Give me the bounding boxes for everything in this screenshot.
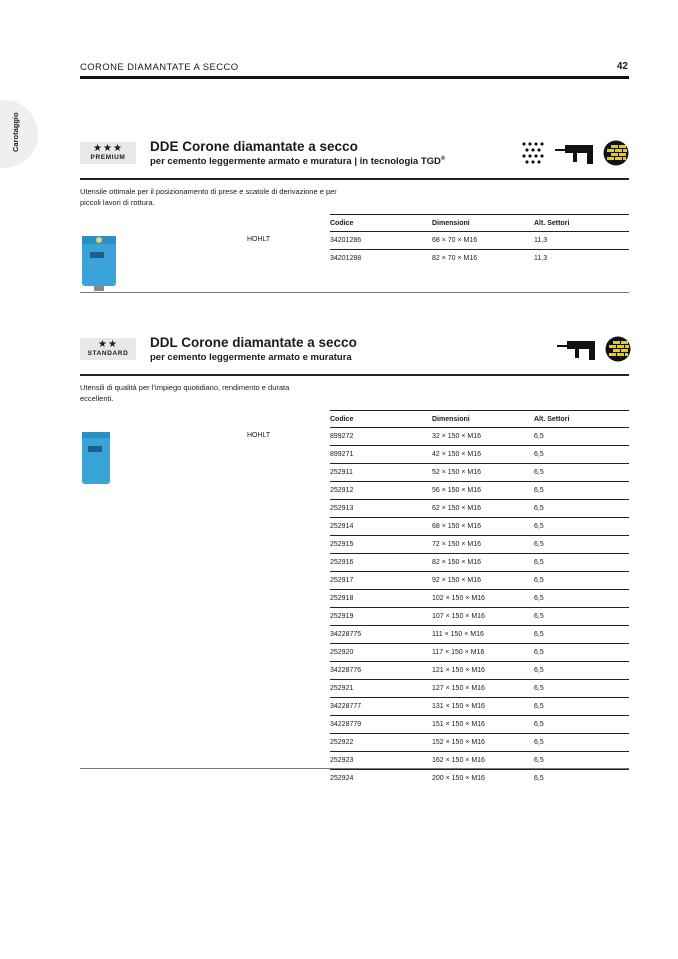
table-row (330, 734, 629, 752)
cell-code: 252911 (330, 469, 353, 476)
application-icons (521, 140, 629, 166)
cell-height: 6,5 (534, 775, 544, 782)
cell-height: 6,5 (534, 613, 544, 620)
cell-height: 11,3 (534, 255, 548, 262)
cell-height: 6,5 (534, 739, 544, 746)
cell-height: 6,5 (534, 577, 544, 584)
cell-dimensions: 102 × 150 × M16 (432, 595, 485, 602)
cell-dimensions: 121 × 150 × M16 (432, 667, 485, 674)
cell-dimensions: 162 × 150 × M16 (432, 757, 485, 764)
table-row (330, 572, 629, 590)
table-row (330, 626, 629, 644)
product-section-ddl (80, 334, 629, 782)
column-header: Codice (330, 416, 354, 423)
quality-badge (80, 338, 136, 360)
cell-dimensions: 82 × 70 × M16 (432, 255, 478, 262)
drill-icon (557, 338, 597, 360)
cell-code: 252914 (330, 523, 354, 530)
cell-dimensions: 68 × 70 × M16 (432, 237, 478, 244)
table-row (330, 554, 629, 572)
section-divider (80, 178, 629, 180)
cell-dimensions: 92 × 150 × M16 (432, 577, 482, 584)
cell-code: 34201286 (330, 237, 362, 244)
table-row (330, 446, 629, 464)
page-number: 42 (616, 61, 628, 72)
cell-dimensions: 42 × 150 × M16 (432, 451, 482, 458)
table-row (330, 644, 629, 662)
cell-code: 252920 (330, 649, 354, 656)
core-bit-image (80, 234, 118, 292)
product-table (330, 410, 629, 787)
table-row (330, 232, 629, 250)
section-end-divider (80, 768, 629, 769)
table-row (330, 482, 629, 500)
drill-icon (555, 142, 595, 164)
table-row (330, 518, 629, 536)
cell-code: 252921 (330, 685, 354, 692)
cell-height: 6,5 (534, 631, 544, 638)
product-title: DDL Corone diamantate a secco (150, 335, 357, 350)
page-header-title: CORONE DIAMANTATE A SECCO (80, 62, 239, 73)
table-row (330, 464, 629, 482)
table-row (330, 250, 629, 267)
table-row (330, 662, 629, 680)
cell-dimensions: 82 × 150 × M16 (432, 559, 482, 566)
tier-label: STANDARD (87, 350, 129, 357)
column-header: Dimensioni (432, 416, 470, 423)
cell-code: 252913 (330, 505, 354, 512)
column-header: Alt. Settori (534, 220, 570, 227)
table-row (330, 608, 629, 626)
tier-label: PREMIUM (90, 154, 126, 161)
cell-dimensions: 200 × 150 × M16 (432, 775, 485, 782)
cell-height: 6,5 (534, 649, 544, 656)
cell-code: 252923 (330, 757, 354, 764)
cell-code: 252919 (330, 613, 354, 620)
cell-code: 34228776 (330, 667, 362, 674)
side-tab-label: Carotaggio (11, 112, 20, 152)
cell-dimensions: 56 × 150 × M16 (432, 487, 482, 494)
brick-wall-icon (603, 140, 629, 166)
cell-code: 34201288 (330, 255, 362, 262)
cell-dimensions: 117 × 150 × M16 (432, 649, 485, 656)
product-subtitle: per cemento leggermente armato e muratura (150, 352, 352, 363)
header-divider (80, 76, 629, 79)
table-row (330, 428, 629, 446)
column-header: Dimensioni (432, 220, 470, 227)
cell-dimensions: 72 × 150 × M16 (432, 541, 482, 548)
table-header (330, 410, 629, 428)
cell-height: 6,5 (534, 487, 544, 494)
cell-code: 252916 (330, 559, 354, 566)
table-row (330, 590, 629, 608)
table-row (330, 698, 629, 716)
cell-height: 6,5 (534, 559, 544, 566)
cell-height: 11,3 (534, 237, 548, 244)
product-description: Utensile ottimale per il posizionamento di prese e scatole di derivazione e per piccoli lavori di rottura. (80, 187, 337, 207)
rating-stars: ★★★ (93, 143, 123, 154)
cell-dimensions: 52 × 150 × M16 (432, 469, 482, 476)
diamond-pattern-icon (521, 140, 547, 166)
cell-height: 6,5 (534, 541, 544, 548)
cell-code: 34228777 (330, 703, 362, 710)
table-row (330, 716, 629, 734)
cell-dimensions: 131 × 150 × M16 (432, 703, 485, 710)
section-end-divider (80, 292, 629, 293)
column-header: Alt. Settori (534, 416, 570, 423)
cell-dimensions: 127 × 150 × M16 (432, 685, 485, 692)
application-icons (557, 336, 631, 362)
registered-mark: ® (440, 156, 446, 162)
cell-dimensions: 32 × 150 × M16 (432, 433, 482, 440)
cell-height: 6,5 (534, 595, 544, 602)
cell-dimensions: 62 × 150 × M16 (432, 505, 482, 512)
cell-dimensions: 111 × 150 × M16 (432, 631, 484, 638)
cell-height: 6,5 (534, 685, 544, 692)
cell-code: 34228775 (330, 631, 362, 638)
cell-height: 6,5 (534, 721, 544, 728)
product-description: Utensili di qualità per l’impiego quotidiano, rendimento e durata eccellenti. (80, 383, 290, 403)
cell-height: 6,5 (534, 757, 544, 764)
cell-code: 252917 (330, 577, 354, 584)
cell-dimensions: 68 × 150 × M16 (432, 523, 482, 530)
table-row (330, 770, 629, 787)
column-header: Codice (330, 220, 354, 227)
cell-dimensions: 152 × 150 × M16 (432, 739, 485, 746)
table-row (330, 680, 629, 698)
table-row (330, 536, 629, 554)
table-header (330, 214, 629, 232)
table-row (330, 500, 629, 518)
cell-code: 252922 (330, 739, 354, 746)
rating-stars: ★★ (98, 339, 118, 350)
product-title: DDE Corone diamantate a secco (150, 139, 358, 154)
quality-badge (80, 142, 136, 164)
cell-code: 252924 (330, 775, 354, 782)
product-type-label: HOHLT (247, 236, 271, 243)
cell-height: 6,5 (534, 451, 544, 458)
cell-code: 899272 (330, 433, 354, 440)
brick-wall-icon (605, 336, 631, 362)
product-table (330, 214, 629, 267)
cell-height: 6,5 (534, 469, 544, 476)
section-divider (80, 374, 629, 376)
cell-dimensions: 107 × 150 × M16 (432, 613, 485, 620)
cell-height: 6,5 (534, 505, 544, 512)
cell-height: 6,5 (534, 433, 544, 440)
product-subtitle: per cemento leggermente armato e muratura | in tecnologia TGD® (150, 156, 446, 168)
cell-code: 252918 (330, 595, 354, 602)
cell-code: 899271 (330, 451, 354, 458)
cell-code: 252912 (330, 487, 354, 494)
product-type-label: HOHLT (247, 432, 271, 439)
cell-dimensions: 151 × 150 × M16 (432, 721, 485, 728)
core-bit-image (80, 430, 112, 488)
cell-height: 6,5 (534, 667, 544, 674)
cell-height: 6,5 (534, 523, 544, 530)
product-section-dde (80, 138, 629, 298)
cell-code: 34228779 (330, 721, 362, 728)
cell-height: 6,5 (534, 703, 544, 710)
cell-code: 252915 (330, 541, 354, 548)
